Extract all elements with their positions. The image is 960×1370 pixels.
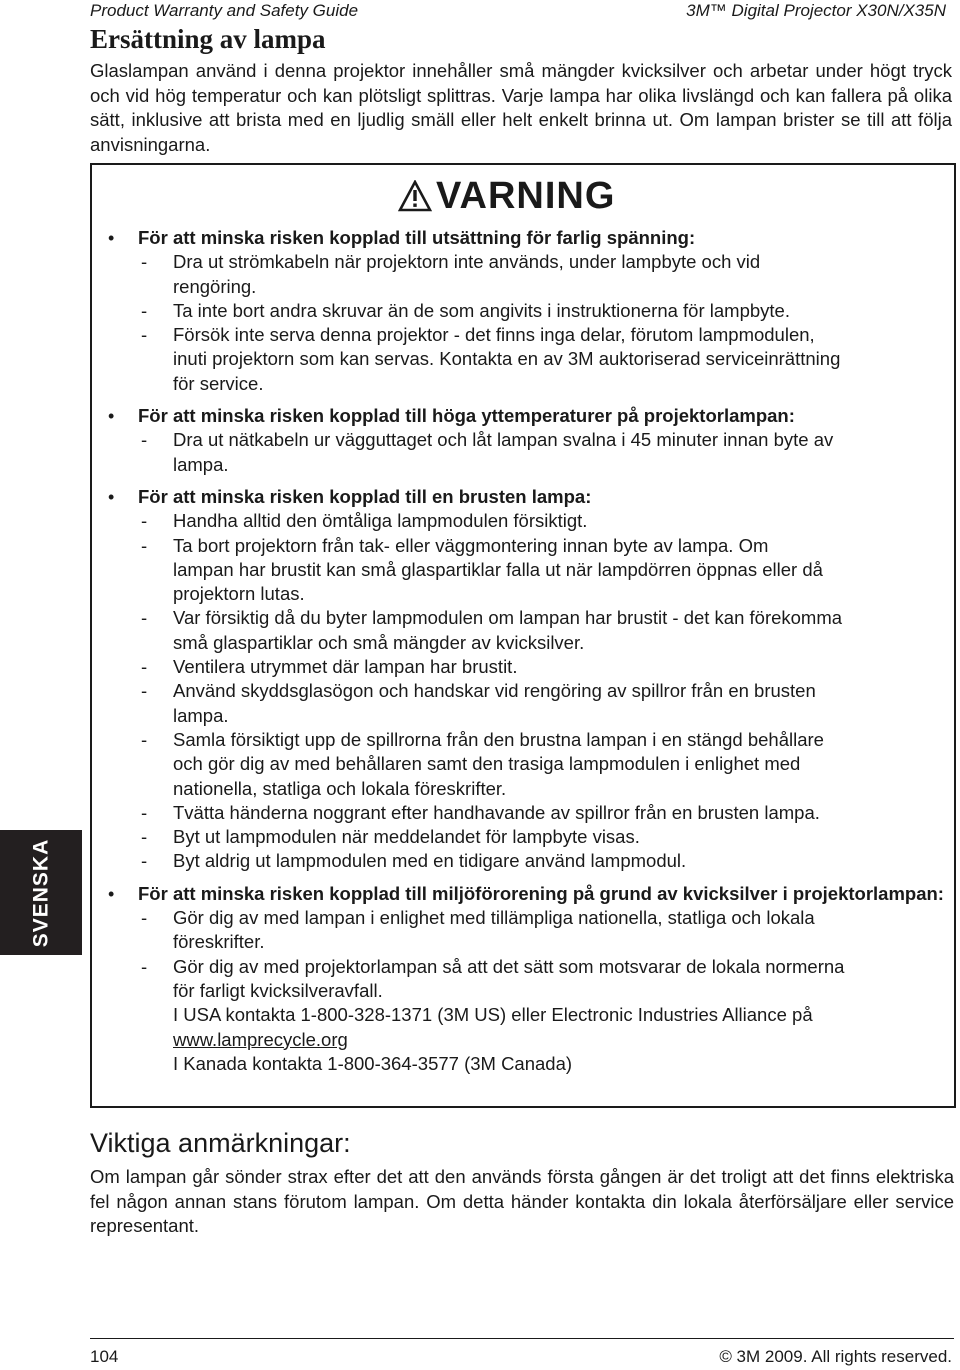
- usa-contact: I USA kontakta 1-800-328-1371 (3M US) eller Electronic Industries Alliance på: [173, 1004, 813, 1026]
- warning-item: [138, 250, 944, 299]
- item-text-line: lampan har brustit kan små glaspartiklar falla ut när lampdörren öppnas eller då: [173, 558, 823, 580]
- language-tab-label: SVENSKA: [29, 838, 52, 947]
- item-text-line: nationella, statliga och lokala föreskrifter.: [173, 777, 507, 799]
- dash-marker: -: [141, 728, 148, 750]
- item-text-line: Samla försiktigt upp de spillrorna från den brustna lampan i en stängd behållare: [173, 728, 824, 750]
- item-text-line: för farligt kvicksilveravfall.: [173, 979, 383, 1001]
- warning-item: [138, 728, 944, 801]
- item-text-line: Ta inte bort andra skruvar än de som angivits i instruktionerna för lampbyte.: [173, 299, 790, 321]
- warning-item: [138, 679, 944, 728]
- warning-section: [92, 882, 954, 1076]
- notes-title: Viktiga anmärkningar:: [90, 1128, 351, 1158]
- warning-list: [92, 226, 954, 1084]
- item-text-line: för service.: [173, 372, 264, 394]
- item-text-line: Handha alltid den ömtåliga lampmodulen försiktigt.: [173, 510, 588, 532]
- dash-marker: -: [141, 955, 148, 977]
- warning-section: [92, 485, 954, 874]
- warning-item: [138, 428, 944, 477]
- warning-item: [138, 955, 944, 1004]
- dash-marker: -: [141, 801, 148, 823]
- warning-item: [138, 323, 944, 396]
- section-heading: För att minska risken kopplad till miljöförorening på grund av kvicksilver i projektorlampan:: [138, 882, 944, 904]
- recycling-contacts: [138, 1003, 944, 1076]
- dash-marker: -: [141, 826, 148, 848]
- item-text-line: Tvätta händerna noggrant efter handhavande av spillror från en brusten lampa.: [173, 801, 820, 823]
- warning-item: [138, 849, 944, 873]
- warning-item: [138, 825, 944, 849]
- section-heading: För att minska risken kopplad till en brusten lampa:: [138, 485, 592, 507]
- item-text-line: lampa.: [173, 453, 229, 475]
- dash-marker: -: [141, 534, 148, 556]
- warning-box: [90, 163, 956, 1108]
- item-text-line: och gör dig av med behållaren samt den trasiga lampmodulen i enlighet med: [173, 753, 801, 775]
- bullet-icon: •: [108, 406, 115, 427]
- item-text-line: Försök inte serva denna projektor - det finns inga delar, förutom lampmodulen,: [173, 324, 815, 346]
- warning-item: [138, 299, 944, 323]
- bullet-icon: •: [108, 883, 115, 904]
- item-text-line: Var försiktig då du byter lampmodulen om lampan har brustit - det kan förekomma: [173, 607, 843, 629]
- dash-marker: -: [141, 680, 148, 702]
- dash-marker: -: [141, 850, 148, 872]
- warning-item: [138, 509, 944, 533]
- item-text-line: Dra ut nätkabeln ur vägguttaget och låt lampan svalna i 45 minuter innan byte av: [173, 429, 834, 451]
- recycle-link: [173, 1028, 944, 1052]
- copyright: © 3M 2009. All rights reserved.: [719, 1347, 952, 1366]
- dash-marker: -: [141, 251, 148, 273]
- warning-section: [92, 226, 954, 396]
- item-text-line: rengöring.: [173, 275, 257, 297]
- item-text-line: Dra ut strömkabeln när projektorn inte används, under lampbyte och vid: [173, 251, 761, 273]
- warning-item: [138, 801, 944, 825]
- intro-paragraph: Glaslampan använd i denna projektor innehåller små mängder kvicksilver och arbetar under högt tryck och vid hög temperatur och kan plötsligt splittras. Varje lampa har olika livslängd och kan fallera på olika sätt, inklusive att brista med en ljudlig smäll eller helt enkelt brinna ut. Om lampan brister se till att följa anvisningarna.: [90, 60, 952, 155]
- item-text-line: föreskrifter.: [173, 931, 265, 953]
- item-text-line: inuti projektorn som kan servas. Kontakta en av 3M auktoriserad serviceinrättning: [173, 348, 841, 370]
- warning-item: [138, 534, 944, 607]
- warning-item: [138, 906, 944, 955]
- dash-marker: -: [141, 299, 148, 321]
- warning-section: [92, 404, 954, 477]
- footer-divider: [90, 1338, 954, 1339]
- notes-paragraph: Om lampan går sönder strax efter det att den används första gången är det troligt att det finns elektriska fel någon annan stans förutom lampan. Om detta händer kontakta din lokala återförsäljare eller service representant.: [90, 1166, 954, 1236]
- warning-item: [138, 655, 944, 679]
- item-text-line: lampa.: [173, 704, 229, 726]
- item-text-line: Gör dig av med lampan i enlighet med tillämpliga nationella, statliga och lokala: [173, 907, 815, 929]
- item-text-line: Gör dig av med projektorlampan så att det sätt som motsvarar de lokala normerna: [173, 955, 845, 977]
- bullet-icon: •: [108, 486, 115, 507]
- item-text-line: små glaspartiklar och små mängder av kvicksilver.: [173, 631, 585, 653]
- dash-marker: -: [141, 510, 148, 532]
- item-text-line: Byt aldrig ut lampmodulen med en tidigare använd lampmodul.: [173, 850, 687, 872]
- canada-contact: I Kanada kontakta 1-800-364-3577 (3M Canada): [173, 1052, 573, 1074]
- item-text-line: Ta bort projektorn från tak- eller väggmontering innan byte av lampa. Om: [173, 534, 769, 556]
- recycle-url-link[interactable]: www.lamprecycle.org: [173, 1028, 348, 1050]
- item-text-line: Använd skyddsglasögon och handskar vid rengöring av spillror från en brusten: [173, 680, 816, 702]
- section-heading: För att minska risken kopplad till utsättning för farlig spänning:: [138, 227, 696, 248]
- section-heading: För att minska risken kopplad till höga yttemperaturer på projektorlampan:: [138, 405, 795, 427]
- dash-marker: -: [141, 907, 148, 929]
- warning-title: VARNING: [436, 175, 616, 217]
- header-guide-title: Product Warranty and Safety Guide: [90, 1, 359, 20]
- dash-marker: -: [141, 429, 148, 451]
- item-text-line: projektorn lutas.: [173, 583, 305, 605]
- warning-triangle-icon: [398, 180, 432, 212]
- warning-heading: [398, 174, 615, 218]
- dash-marker: -: [141, 324, 148, 346]
- warning-item: [138, 606, 944, 655]
- bullet-icon: •: [108, 228, 115, 248]
- page-number: 104: [90, 1347, 119, 1366]
- item-text-line: Byt ut lampmodulen när meddelandet för lampbyte visas.: [173, 826, 640, 848]
- header-product-name: 3M™ Digital Projector X30N/X35N: [686, 1, 946, 20]
- dash-marker: -: [141, 607, 148, 629]
- dash-marker: -: [141, 656, 148, 678]
- language-tab: [0, 830, 82, 955]
- page-title: Ersättning av lampa: [90, 24, 326, 54]
- item-text-line: Ventilera utrymmet där lampan har brustit.: [173, 656, 518, 678]
